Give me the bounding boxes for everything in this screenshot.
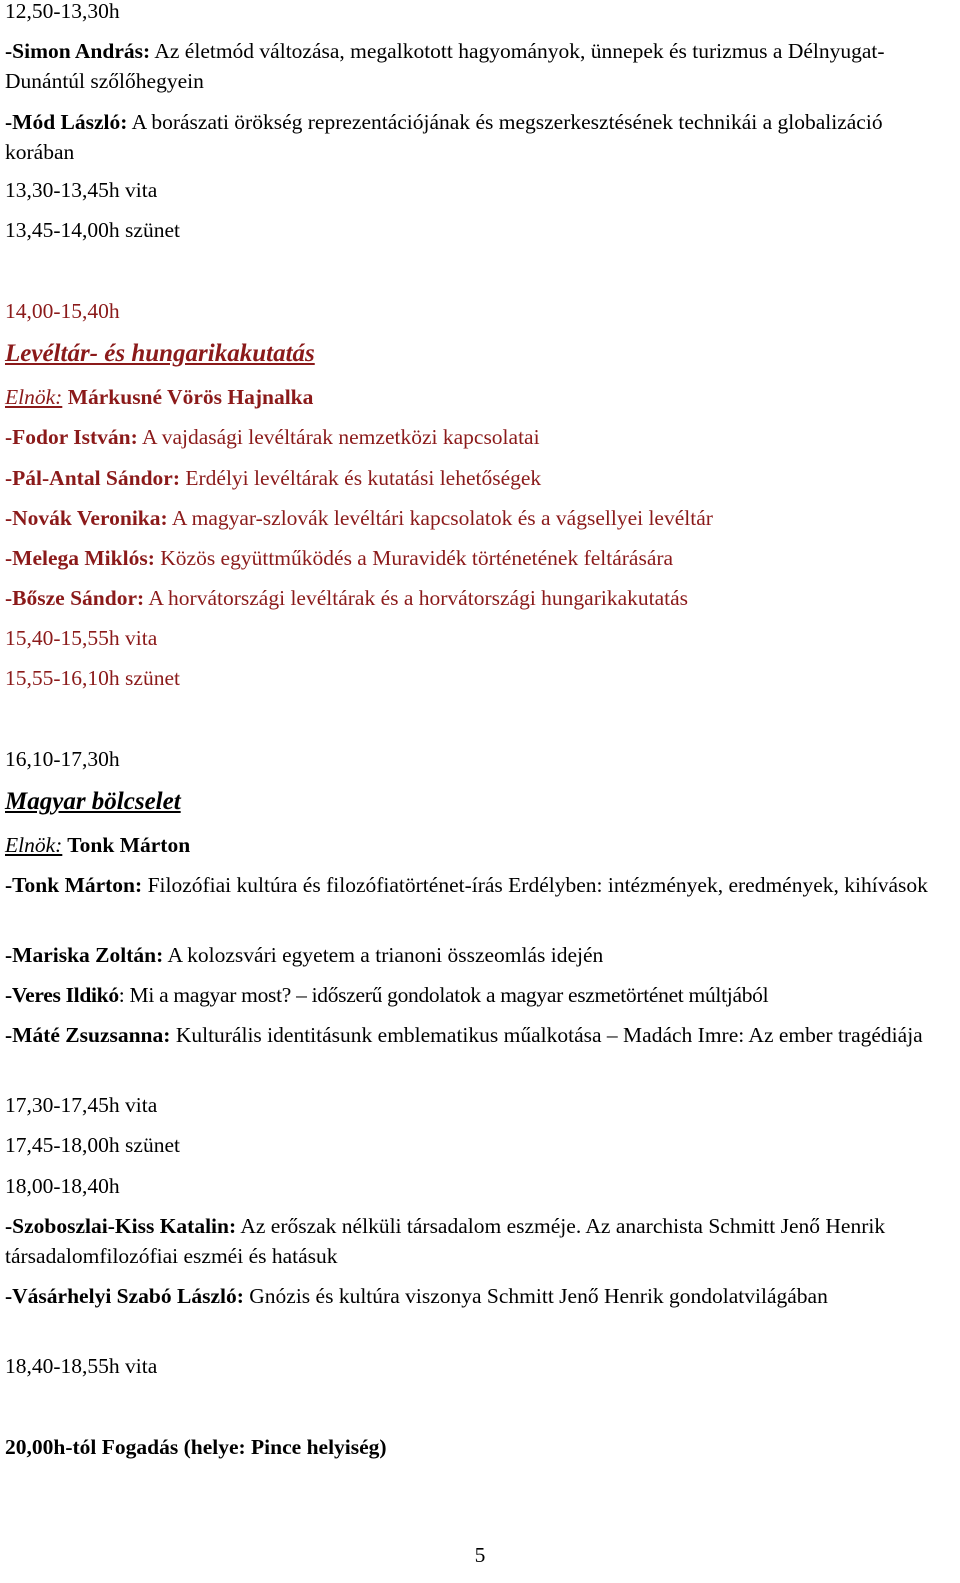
- session-time: 16,10-17,30h: [5, 747, 120, 771]
- talk-entry: [5, 36, 950, 96]
- discussion-time: 17,30-17,45h vita: [5, 1093, 158, 1117]
- talk-entry: [5, 463, 541, 493]
- talk-entry: [5, 107, 950, 167]
- talk-entry: [5, 980, 768, 1010]
- talk-title: A kolozsvári egyetem a trianoni összeomlás idején: [163, 943, 604, 967]
- speaker-name: -Bősze Sándor:: [5, 586, 145, 610]
- talk-entry: [5, 870, 950, 900]
- talk-title: A magyar-szlovák levéltári kapcsolatok és a vágsellyei levéltár: [167, 506, 713, 530]
- discussion-time: 13,30-13,45h vita: [5, 178, 158, 202]
- speaker-name: -Simon András:: [5, 39, 151, 63]
- talk-title: Közös együttműködés a Muravidék történetének feltárására: [154, 546, 674, 570]
- section-title: Magyar bölcselet: [5, 788, 181, 815]
- talk-entry: [5, 422, 540, 452]
- speaker-name: -Pál-Antal Sándor:: [5, 466, 180, 490]
- talk-entry: [5, 503, 713, 533]
- page-number: 5: [474, 1543, 486, 1567]
- speaker-name: -Mariska Zoltán:: [5, 943, 164, 967]
- speaker-name: -Szoboszlai-Kiss Katalin:: [5, 1214, 237, 1238]
- speaker-name: -Vásárhelyi Szabó László:: [5, 1284, 244, 1308]
- talk-entry: [5, 1211, 950, 1271]
- talk-title: Gnózis és kultúra viszonya Schmitt Jenő Henrik gondolatvilágában: [243, 1284, 828, 1308]
- talk-entry: [5, 1020, 950, 1050]
- speaker-name: -Mód László:: [5, 110, 128, 134]
- chair-name: Tonk Márton: [62, 833, 191, 857]
- speaker-name: -Novák Veronika:: [5, 506, 168, 530]
- speaker-name: -Máté Zsuzsanna:: [5, 1023, 171, 1047]
- talk-title: Az életmód változása, megalkotott hagyományok, ünnepek és turizmus a Délnyugat-Dunántúl szőlőhegyein: [5, 39, 885, 93]
- break-time: 15,55-16,10h szünet: [5, 666, 180, 690]
- talk-title: A vajdasági levéltárak nemzetközi kapcsolatai: [137, 425, 540, 449]
- talk-title: A borászati örökség reprezentációjának és megszerkesztésének technikái a globalizáció korában: [5, 110, 883, 164]
- speaker-name: -Fodor István:: [5, 425, 138, 449]
- talk-entry: [5, 940, 603, 970]
- session-time: 14,00-15,40h: [5, 299, 120, 323]
- speaker-name: -Melega Miklós:: [5, 546, 155, 570]
- chair-line: [5, 830, 190, 860]
- talk-title: Filozófiai kultúra és filozófiatörténet-írás Erdélyben: intézmények, eredmények, kihívások: [142, 873, 928, 897]
- talk-entry: [5, 583, 688, 613]
- speaker-name: -Veres Ildikó: [5, 983, 119, 1007]
- talk-title: Az erőszak nélküli társadalom eszméje. Az anarchista Schmitt Jenő Henrik társadalomfilozófiai eszméi és hatásuk: [5, 1214, 886, 1268]
- talk-entry: [5, 543, 673, 573]
- talk-title: : Mi a magyar most? – időszerű gondolatok a magyar eszmetörténet múltjából: [118, 983, 769, 1007]
- reception-line: 20,00h-tól Fogadás (helye: Pince helyiség): [5, 1435, 387, 1459]
- chair-name: Márkusné Vörös Hajnalka: [62, 385, 314, 409]
- session-time: 12,50-13,30h: [5, 0, 120, 23]
- talk-title: Erdélyi levéltárak és kutatási lehetőségek: [180, 466, 542, 490]
- session-time: 18,00-18,40h: [5, 1174, 120, 1198]
- chair-label: Elnök:: [5, 385, 63, 409]
- discussion-time: 15,40-15,55h vita: [5, 626, 158, 650]
- chair-label: Elnök:: [5, 833, 63, 857]
- section-title: Levéltár- és hungarikakutatás: [5, 340, 315, 367]
- talk-title: Kulturális identitásunk emblematikus műalkotása – Madách Imre: Az ember tragédiája: [170, 1023, 923, 1047]
- talk-entry: [5, 1281, 950, 1311]
- chair-line: [5, 382, 313, 412]
- speaker-name: -Tonk Márton:: [5, 873, 143, 897]
- break-time: 17,45-18,00h szünet: [5, 1133, 180, 1157]
- break-time: 13,45-14,00h szünet: [5, 218, 180, 242]
- talk-title: A horvátországi levéltárak és a horvátországi hungarikakutatás: [144, 586, 689, 610]
- discussion-time: 18,40-18,55h vita: [5, 1354, 158, 1378]
